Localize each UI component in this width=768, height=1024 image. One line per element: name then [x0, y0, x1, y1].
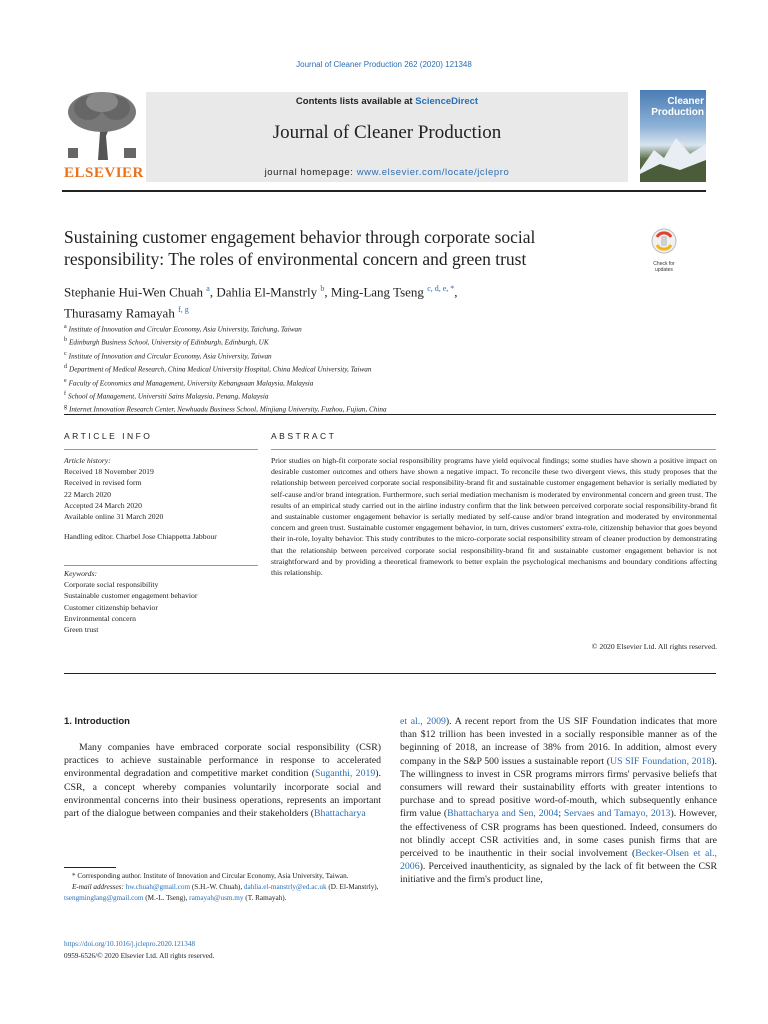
affiliation-mark: g	[64, 404, 67, 411]
doi-link[interactable]: https://doi.org/10.1016/j.jclepro.2020.121348	[64, 940, 196, 948]
check-updates-label: Check for updates	[653, 261, 675, 273]
journal-masthead	[146, 92, 628, 182]
history-line: Received in revised form	[64, 478, 142, 488]
affiliation-item	[64, 335, 664, 348]
author-affiliation-mark[interactable]: c, d, e, *	[427, 284, 455, 293]
body-text: ;	[558, 808, 564, 820]
reference-link[interactable]: Servaes and Tamayo, 2013	[563, 808, 671, 820]
journal-name[interactable]: Journal of Cleaner Production	[272, 122, 502, 143]
journal-homepage-link[interactable]: www.elsevier.com/locate/jclepro	[356, 167, 510, 178]
header-rule	[62, 190, 706, 192]
affiliation-text: School of Management, Universiti Sains Malaysia, Penang, Malaysia	[68, 392, 269, 401]
body-text: ). A recent report from the US SIF Foundation indicates that more than $12 trillion has been invested in a socially responsible manner as of the beginning of 2018, an increase of 38% from 2016. In addition, almost every company in the S&P 500 issues a sustainable report (	[400, 716, 717, 767]
affiliation-mark: e	[64, 377, 67, 384]
section-heading-introduction: 1. Introduction	[64, 716, 130, 727]
abstract-copyright: © 2020 Elsevier Ltd. All rights reserved.	[591, 642, 717, 651]
history-line: Accepted 24 March 2020	[64, 500, 142, 510]
section-rule	[64, 673, 716, 674]
keywords-rule	[64, 565, 258, 566]
reference-link[interactable]: Bhattacharya and Sen, 2004	[447, 808, 559, 820]
homepage-prefix: journal homepage:	[264, 167, 357, 178]
affiliation-list	[64, 322, 664, 416]
body-column-right	[400, 715, 717, 887]
check-updates-icon	[651, 228, 677, 254]
check-for-updates-button[interactable]	[644, 228, 684, 273]
author-separator: ,	[209, 284, 217, 300]
email-owner: (T. Ramayah).	[243, 894, 287, 902]
abstract-rule	[271, 449, 716, 450]
history-line: 22 March 2020	[64, 489, 111, 499]
body-text: ). However, the effectiveness of CSR programs has been questioned. Indeed, consumers do not blindly accept CSR activities and, in some cases punish firms that are perceived to be inauthentic in their social involvement (	[400, 808, 718, 860]
body-column-left	[64, 741, 381, 820]
reference-link[interactable]: Bhattacharya	[314, 808, 366, 820]
keyword-item: Customer citizenship behavior	[64, 602, 158, 612]
keyword-item: Environmental concern	[64, 613, 136, 623]
journal-homepage-line	[146, 167, 628, 178]
affiliation-text: Edinburgh Business School, University of Edinburgh, Edinburgh, UK	[69, 338, 269, 347]
footnote-rule	[64, 867, 116, 868]
body-text: ). The willingness to invest in CSR programs mirrors firms' pervasive beliefs that consumers will reward their sustainability efforts with greater intentions to purchase and to spread positive word-of-mouth, which subsequently enhance firm value (	[400, 755, 717, 820]
email-owner: (S.H.-W. Chuah),	[190, 883, 244, 891]
corresponding-author-note: * Corresponding author. Institute of Innovation and Circular Economy, Asia University, Taiwan.	[72, 872, 349, 880]
keywords-title: Keywords:	[64, 569, 98, 578]
affiliation-item	[64, 322, 664, 335]
abstract-text: Prior studies on high-fit corporate social responsibility programs have yield equivocal findings; some studies have shown a positive impact on desirable customer outcomes and others have shown a negative impact. To reconcile these two divergent views, this study proposes that the relationship between perceived corporate social responsibility-brand fit and sustainable customer engagement behavior is serially mediated by self-cause and/or brand integration. Furthermore, such serial mediation mechanism is moderated by environmental concern and green trust. The results of an empirical study carried out in the airline industry confirm that the link between perceived corporate social responsibility-brand fit and sustainable customer engagement behavior is serially mediated by self-cause and/or brand integration and moderated by environmental concern and green trust. Sustainable customer engagement behavior, in turn, drives customers' extra-role, citizenship behavior that goes beyond their in-role, loyalty behavior. This study contributes to the micro-corporate social responsibility stream of cleaner production by demonstrating that the relationship between perceived corporate social responsibility-brand fit and sustainable customer engagement behavior is not straightforward and by providing a theoretical framework to better explain the psychological mechanisms and boundary conditions affecting this relationship.	[271, 456, 717, 578]
affiliation-item	[64, 376, 664, 389]
author-name[interactable]: Dahlia El-Manstrly	[216, 284, 318, 300]
affiliation-text: Institute of Innovation and Circular Economy, Asia University, Taiwan	[68, 352, 272, 361]
author-affiliation-mark[interactable]: f, g	[178, 305, 189, 315]
affiliation-text: Faculty of Economics and Management, University Kebangsaan Malaysia, Malaysia	[68, 378, 314, 387]
abstract-heading: ABSTRACT	[271, 431, 337, 441]
keyword-item: Corporate social responsibility	[64, 580, 159, 590]
history-line: Available online 31 March 2020	[64, 512, 164, 522]
author-name[interactable]: Thurasamy Ramayah	[64, 305, 175, 321]
email-label: E-mail addresses:	[72, 883, 126, 891]
email-link[interactable]: tsengminglang@gmail.com	[64, 894, 144, 902]
cover-title: Cleaner Production	[651, 96, 704, 118]
history-title: Article history:	[64, 456, 111, 465]
keywords-block	[64, 568, 260, 635]
contents-available-line	[146, 96, 628, 107]
journal-citation[interactable]: Journal of Cleaner Production 262 (2020) 121348	[296, 60, 472, 69]
article-history	[64, 455, 260, 522]
handling-editor: Handling editor. Charbel Jose Chiappetta Jabbour	[64, 532, 217, 541]
article-info-heading: ARTICLE INFO	[64, 431, 153, 441]
affiliation-mark: f	[64, 390, 66, 397]
affiliation-item	[64, 362, 664, 375]
reference-link[interactable]: Becker-Olsen et al., 2006	[400, 848, 717, 873]
email-link[interactable]: dahlia.el-manstrly@ed.ac.uk	[243, 883, 327, 891]
email-owner: (D. El-Manstrly),	[326, 883, 379, 891]
affiliation-text: Institute of Innovation and Circular Economy, Asia University, Taichung, Taiwan	[68, 325, 302, 334]
doi-block	[64, 939, 382, 962]
affiliation-mark: c	[64, 350, 67, 357]
email-link[interactable]: hw.chuah@gmail.com	[125, 883, 191, 891]
keyword-item: Green trust	[64, 625, 99, 635]
affiliation-item	[64, 389, 664, 402]
contents-prefix: Contents lists available at	[295, 96, 416, 107]
author-name[interactable]: Stephanie Hui-Wen Chuah	[64, 284, 204, 300]
journal-cover-image[interactable]	[640, 90, 706, 182]
reference-link[interactable]: et al., 2009	[400, 716, 446, 727]
author-name[interactable]: Ming-Lang Tseng	[330, 284, 424, 300]
reference-link[interactable]: Suganthi, 2019	[315, 768, 376, 780]
affiliation-text: Department of Medical Research, China Medical University Hospital, China Medical University, Taiwan	[69, 365, 372, 374]
issn-line: 0959-6526/© 2020 Elsevier Ltd. All rights reserved.	[64, 951, 215, 960]
corresponding-author-footnote	[64, 871, 382, 904]
body-text: Many companies have embraced corporate social responsibility (CSR) practices to achieve sustainable performance in response to accelerated environmental degradation and competitive market condition (	[64, 742, 381, 780]
body-text: ). CSR, a concept whereby companies voluntarily incorporate social and environmental concerns into their business operations, represents an important part of the dialogue between companies and their stakeholders (	[64, 768, 381, 820]
author-affiliation-mark[interactable]: b	[320, 284, 325, 293]
affiliation-item	[64, 349, 664, 362]
affiliation-text: Internet Innovation Research Center, Newhuadu Business School, Minjiang University, Fuzhou, Fujian, China	[69, 405, 387, 414]
reference-link[interactable]: US SIF Foundation, 2018	[610, 755, 712, 767]
email-addresses	[64, 882, 382, 904]
history-line: Received 18 November 2019	[64, 467, 154, 477]
affiliation-mark: d	[64, 364, 67, 371]
keyword-item: Sustainable customer engagement behavior	[64, 591, 198, 601]
elsevier-wordmark: ELSEVIER	[64, 165, 144, 181]
article-title: Sustaining customer engagement behavior through corporate social responsibility: The roles of environmental concern and green trust	[64, 227, 536, 269]
affiliation-mark: a	[64, 324, 67, 330]
author-separator: ,	[454, 284, 458, 300]
author-affiliation-mark[interactable]: a	[206, 284, 210, 293]
section-rule	[64, 414, 716, 415]
sciencedirect-link[interactable]: ScienceDirect	[415, 96, 479, 107]
affiliation-mark: b	[64, 337, 67, 344]
author-list	[64, 280, 624, 323]
article-info-rule	[64, 449, 258, 450]
email-link[interactable]: ramayah@usm.my	[189, 894, 244, 902]
email-owner: (M.-L. Tseng),	[143, 894, 190, 902]
body-text: ). Perceived inauthenticity, as signaled by the lack of fit between the CSR initiative and the firm's product line,	[400, 861, 717, 886]
author-separator: ,	[324, 284, 331, 300]
